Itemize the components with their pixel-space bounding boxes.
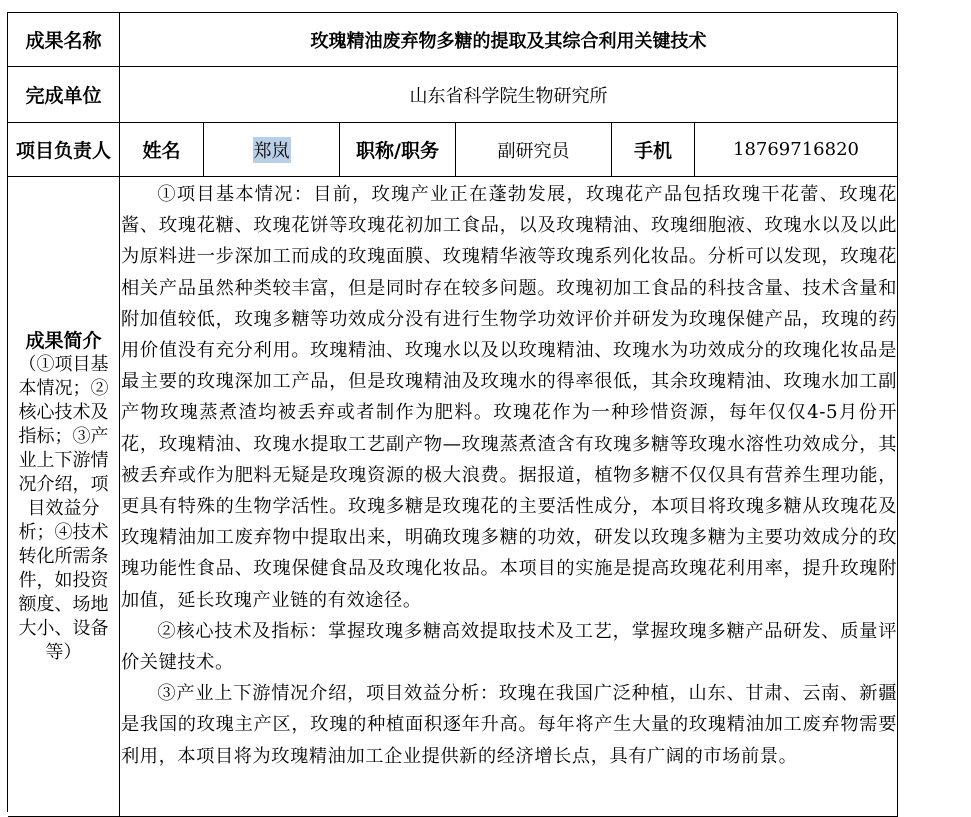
name-value-text: 郑岚 xyxy=(253,137,291,163)
achievement-name-value: 玫瑰精油废弃物多糖的提取及其综合利用关键技术 xyxy=(120,13,898,67)
phone-value: 18769716820 xyxy=(695,123,898,177)
organization-label: 完成单位 xyxy=(8,67,120,123)
achievement-name-label: 成果名称 xyxy=(8,13,120,67)
summary-content xyxy=(120,177,898,817)
achievement-form-table xyxy=(7,12,897,812)
position-label: 职称/职务 xyxy=(340,123,456,177)
summary-paragraph-3: ③产业上下游情况介绍，项目效益分析：玫瑰在我国广泛种植，山东、甘肃、云南、新疆是我国的玫瑰主产区，玫瑰的种植面积逐年升高。每年将产生大量的玫瑰精油加工废弃物需要利用，本项目将为玫瑰精油加工企业提供新的经济增长点，具有广阔的市场前景。 xyxy=(121,683,897,767)
summary-paragraph-1: ①项目基本情况：目前，玫瑰产业正在蓬勃发展，玫瑰花产品包括玫瑰干花蕾、玫瑰花酱、玫瑰花糖、玫瑰花饼等玫瑰花初加工食品，以及玫瑰精油、玫瑰细胞液、玫瑰水以及以此为原料进一步深加工而成的玫瑰面膜、玫瑰精华液等玫瑰系列化妆品。分析可以发现，玫瑰花相关产品虽然种类较丰富，但是同时存在较多问题。玫瑰初加工食品的科技含量、技术含量和附加值较低，玫瑰多糖等功效成分没有进行生物学功效评价并研发为玫瑰保健产品，玫瑰的药用价值没有充分利用。玫瑰精油、玫瑰水以及以玫瑰精油、玫瑰水为功效成分的玫瑰化妆品是最主要的玫瑰深加工产品，但是玫瑰精油及玫瑰水的得率很低，其余玫瑰精油、玫瑰水加工副产物玫瑰蒸煮渣均被丢弃或者制作为肥料。玫瑰花作为一种珍惜资源，每年仅仅4-5月份开花，玫瑰精油、玫瑰水提取工艺副产物—玫瑰蒸煮渣含有玫瑰多糖等玫瑰水溶性功效成分，其被丢弃或作为肥料无疑是玫瑰资源的极大浪费。据报道，植物多糖不仅仅具有营养生理功能，更具有特殊的生物学活性。玫瑰多糖是玫瑰花的主要活性成分，本项目将玫瑰多糖从玫瑰花及玫瑰精油加工废弃物中提取出来，明确玫瑰多糖的功效，研发以玫瑰多糖为主要功效成分的玫瑰功能性食品、玫瑰保健食品及玫瑰化妆品。本项目的实施是提高玫瑰花利用率，提升玫瑰附加值，延长玫瑰产业链的有效途径。 xyxy=(121,184,897,611)
name-label: 姓名 xyxy=(120,123,204,177)
summary-paragraph-2: ②核心技术及指标：掌握玫瑰多糖高效提取技术及工艺，掌握玫瑰多糖产品研发、质量评价关键技术。 xyxy=(121,620,897,674)
project-leader-label: 项目负责人 xyxy=(8,123,120,177)
summary-sublabel: （①项目基本情况；②核心技术及指标；③产业上下游情况介绍，项目效益分析；④技术转化所需条件，如投资额度、场地大小、设备等） xyxy=(18,353,109,663)
position-value: 副研究员 xyxy=(456,123,612,177)
summary-label-cell xyxy=(8,177,120,817)
name-value xyxy=(204,123,340,177)
summary-label: 成果简介 xyxy=(25,329,102,352)
phone-label: 手机 xyxy=(612,123,695,177)
organization-value: 山东省科学院生物研究所 xyxy=(120,67,898,123)
